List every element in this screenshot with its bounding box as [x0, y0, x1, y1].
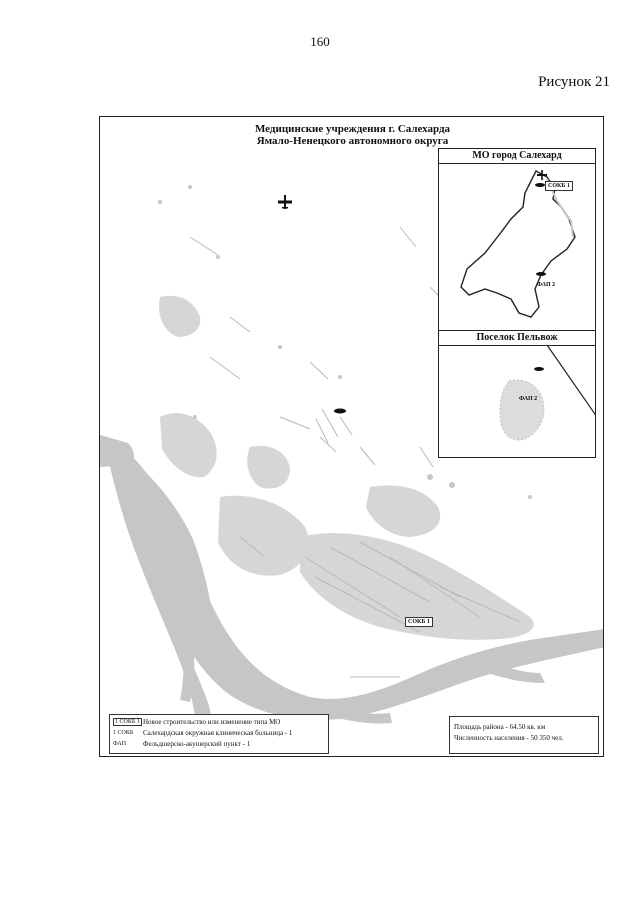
legend-text: Новое строительство или изменение типа МО	[143, 718, 281, 726]
inset-city-title: МО город Салехард	[439, 149, 595, 164]
legend-text: Фельдшерско-акушерский пункт - 1	[143, 740, 251, 748]
legend-text: Салехардская окружная клиническая больница - 1	[143, 729, 293, 737]
legend-row	[113, 739, 325, 750]
legend	[109, 714, 329, 754]
population-stat: Численность населения - 50 350 чел.	[454, 734, 564, 742]
village-fap-label: ФАП 2	[519, 396, 538, 402]
area-stat: Площадь района - 64.50 кв. км	[454, 723, 546, 731]
legend-row	[113, 728, 325, 739]
city-boundary-svg	[439, 149, 596, 331]
village-fap-icon	[534, 367, 544, 371]
municipal-boundary	[461, 171, 575, 317]
legend-symbol: 1 СОКБ 1	[115, 719, 140, 725]
legend-symbol: 1 СОКБ	[113, 730, 134, 736]
figure-caption: Рисунок 21	[538, 74, 610, 90]
inset-airplane-icon	[537, 170, 547, 180]
village-svg	[439, 331, 596, 458]
sokb-label: СОКБ 1	[405, 617, 433, 627]
hospital-icon	[334, 409, 346, 414]
legend-row	[113, 717, 325, 728]
map-title: Медицинские учреждения г. Салехарда	[254, 123, 451, 135]
inset-fap-icon	[536, 272, 546, 276]
inset-village-title: Поселок Пельвож	[439, 331, 595, 346]
inset-city-map	[438, 148, 596, 331]
inset-hospital-icon	[535, 183, 545, 187]
map-subtitle: Ямало-Ненецкого автономного округа	[256, 135, 449, 147]
stats-box	[449, 716, 599, 754]
inset-village-map	[438, 330, 596, 458]
map-frame	[99, 116, 604, 757]
legend-symbol: ФАП	[113, 741, 127, 747]
inset-fap-label: ФАП 2	[537, 282, 556, 288]
page-number: 160	[310, 34, 330, 49]
inset-sokb-label: СОКБ 1	[545, 181, 573, 191]
airplane-icon	[278, 195, 292, 209]
